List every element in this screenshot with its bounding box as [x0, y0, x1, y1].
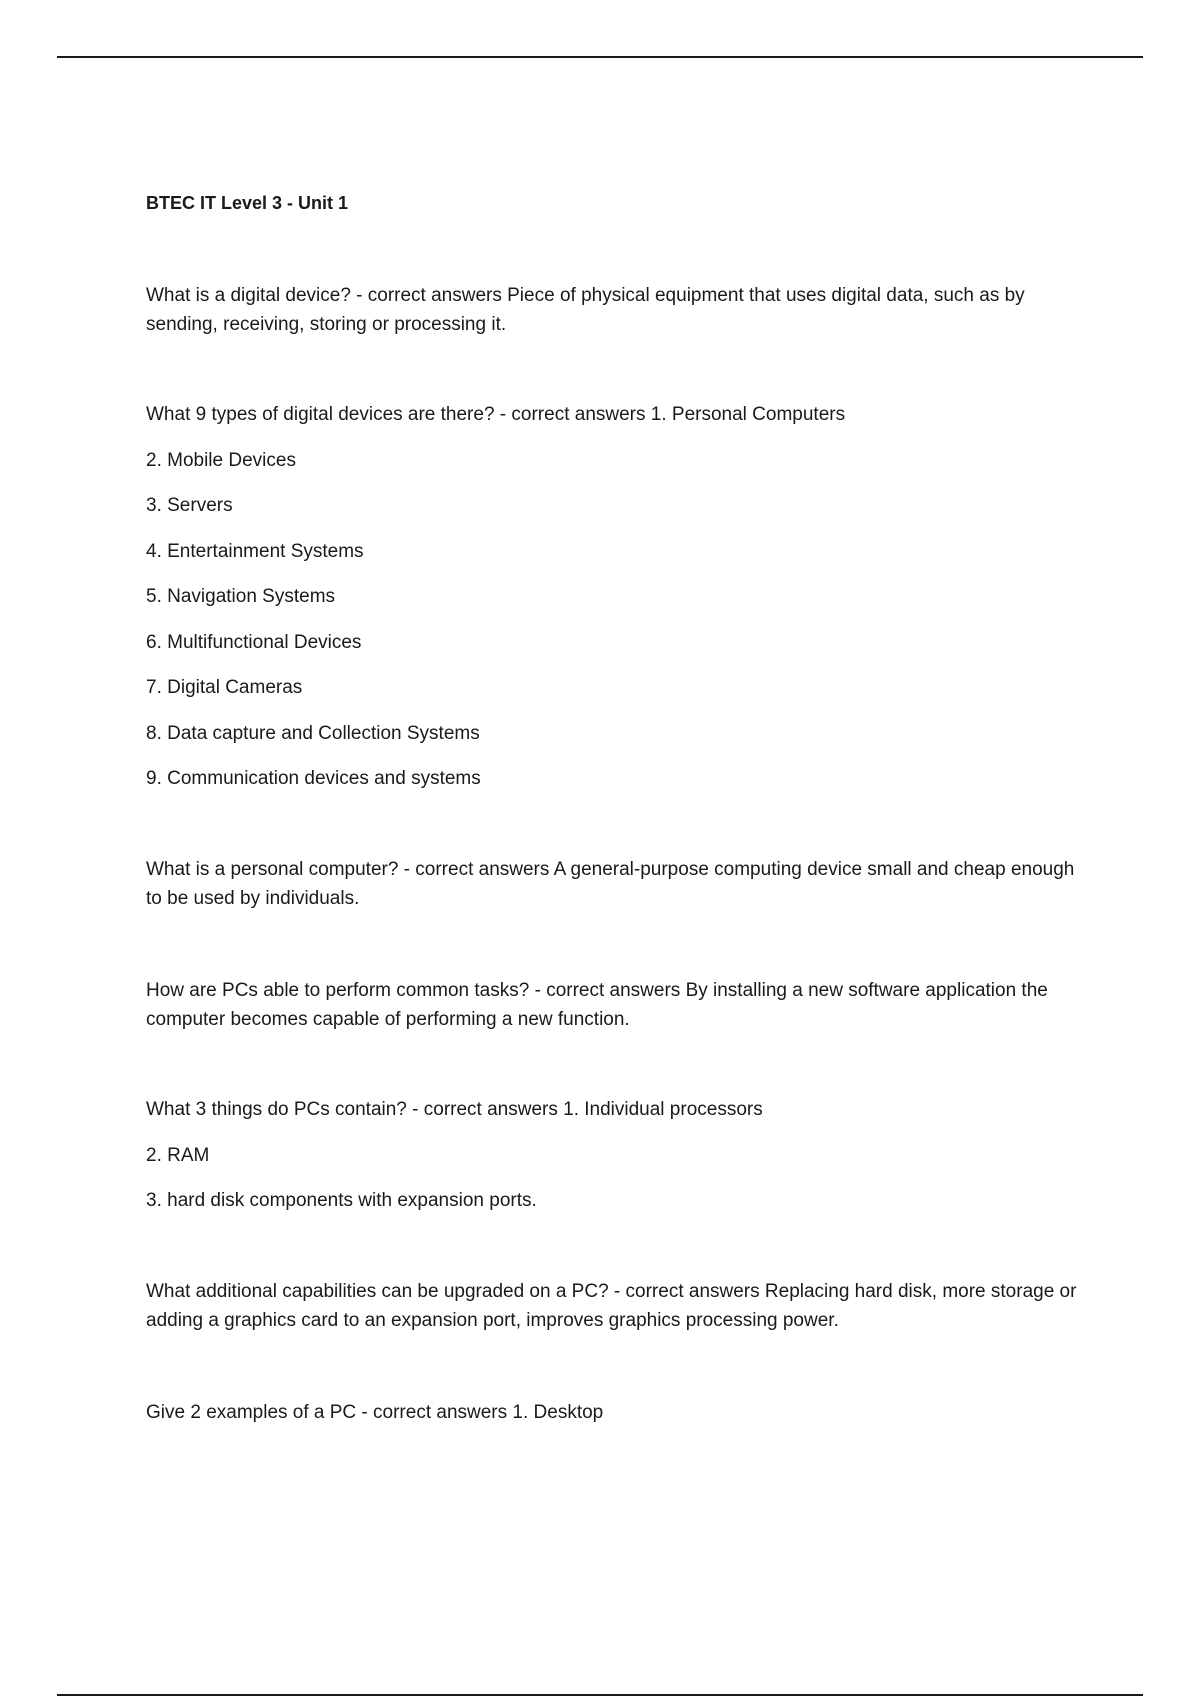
qa-digital-device: What is a digital device? - correct answers Piece of physical equipment that uses digital data, such as by sending, receiving, storing or processing it.: [146, 285, 1025, 335]
list-item: 4. Entertainment Systems: [146, 541, 364, 562]
list-item: 7. Digital Cameras: [146, 677, 303, 698]
list-item: 6. Multifunctional Devices: [146, 632, 362, 653]
list-item: 5. Navigation Systems: [146, 586, 336, 607]
qa-common-tasks: How are PCs able to perform common tasks? - correct answers By installing a new software application the computer becomes capable of performing a new function.: [146, 980, 1048, 1030]
list-item: 8. Data capture and Collection Systems: [146, 723, 480, 744]
qa-pc-upgrades: What additional capabilities can be upgraded on a PC? - correct answers Replacing hard disk, more storage or adding a graphics card to an expansion port, improves graphics processing power.: [146, 1281, 1077, 1331]
list-item: 3. Servers: [146, 495, 233, 516]
list-item: 2. RAM: [146, 1145, 210, 1166]
top-rule: [57, 56, 1143, 58]
document-title: BTEC IT Level 3 - Unit 1: [146, 193, 349, 213]
list-item: 2. Mobile Devices: [146, 450, 296, 471]
qa-personal-computer: What is a personal computer? - correct answers A general-purpose computing device small and cheap enough to be used by individuals.: [146, 859, 1075, 909]
qa-pc-contents: What 3 things do PCs contain? - correct answers 1. Individual processors: [146, 1099, 763, 1120]
qa-device-types: What 9 types of digital devices are there? - correct answers 1. Personal Computers: [146, 404, 846, 425]
bottom-rule: [57, 1694, 1143, 1696]
qa-pc-examples: Give 2 examples of a PC - correct answers 1. Desktop: [146, 1402, 604, 1423]
list-item: 3. hard disk components with expansion ports.: [146, 1190, 537, 1211]
list-item: 9. Communication devices and systems: [146, 768, 481, 789]
